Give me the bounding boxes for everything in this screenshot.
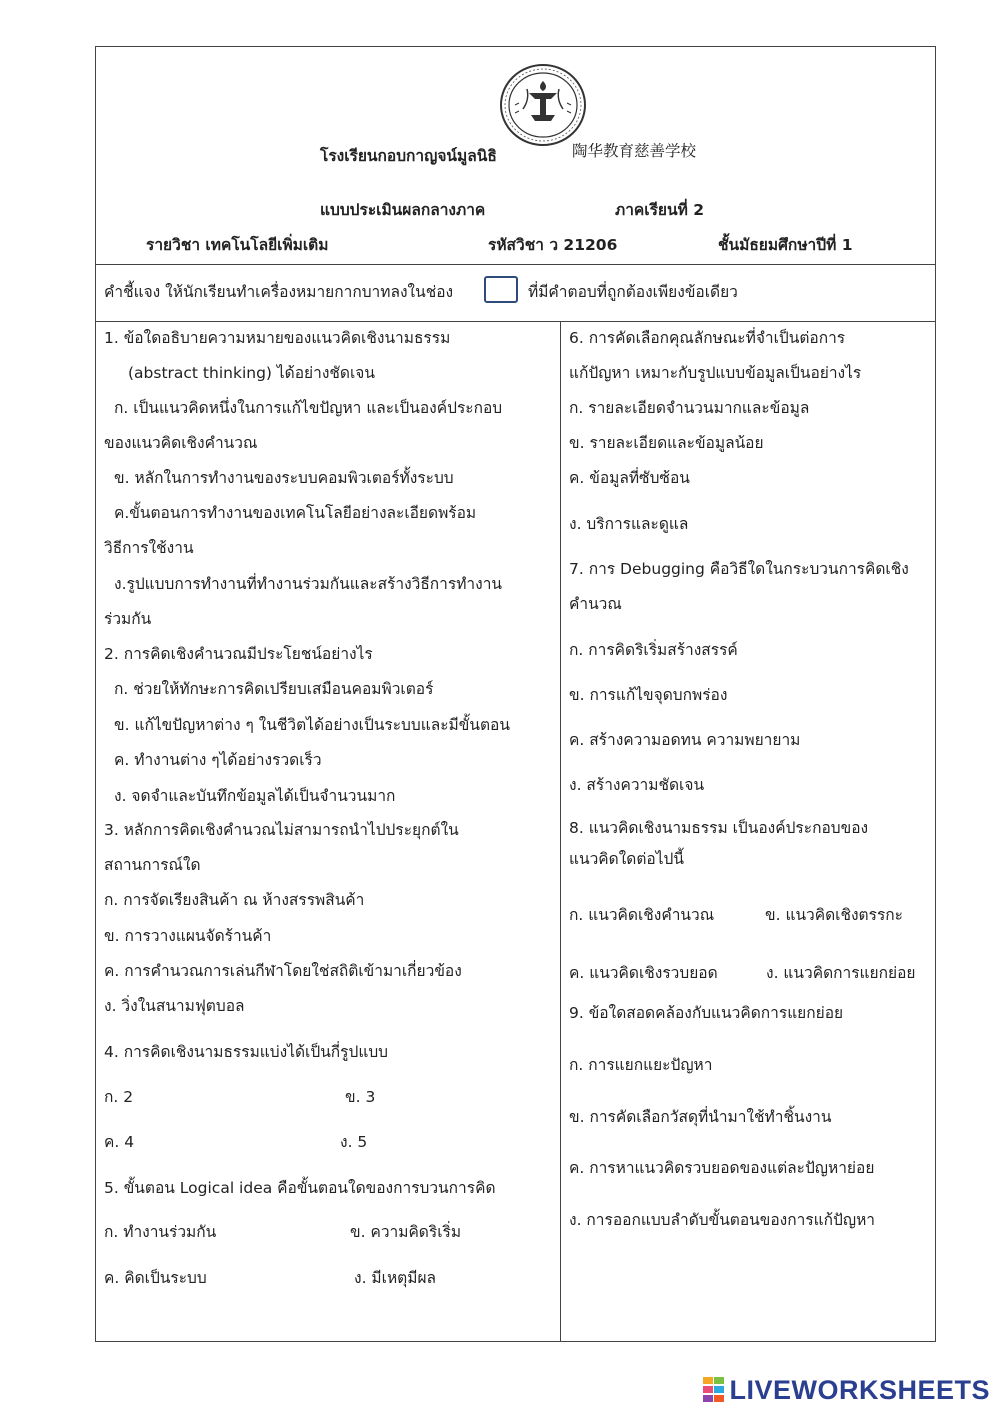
subject-code: รหัสวิชา ว 21206 xyxy=(488,236,618,254)
answer-box-sample xyxy=(484,276,518,303)
q2-option-d[interactable]: ง. จดจำและบันทึกข้อมูลได้เป็นจำนวนมาก xyxy=(114,787,396,805)
instructions-divider xyxy=(95,321,936,322)
column-divider xyxy=(560,321,561,1342)
q9-option-d[interactable]: ง. การออกแบบลำดับขั้นตอนของการแก้ปัญหา xyxy=(569,1211,876,1229)
question-8-text-cont: แนวคิดใดต่อไปนี้ xyxy=(569,850,684,868)
question-6-text-cont: แก้ปัญหา เหมาะกับรูปแบบข้อมูลเป็นอย่างไร xyxy=(569,364,862,382)
q4-option-d[interactable]: ง. 5 xyxy=(340,1133,368,1151)
q3-option-b[interactable]: ข. การวางแผนจัดร้านค้า xyxy=(104,927,272,945)
q4-option-b[interactable]: ข. 3 xyxy=(345,1088,376,1106)
q9-option-c[interactable]: ค. การหาแนวคิดรวบยอดของแต่ละปัญหาย่อย xyxy=(569,1159,875,1177)
q6-option-d[interactable]: ง. บริการและดูแล xyxy=(569,515,689,533)
liveworksheets-logo-icon xyxy=(703,1377,725,1403)
q7-option-a[interactable]: ก. การคิดริเริ่มสร้างสรรค์ xyxy=(569,641,738,659)
q8-option-a[interactable]: ก. แนวคิดเชิงคำนวณ xyxy=(569,906,715,924)
question-7-text: 7. การ Debugging คือวิธีใดในกระบวนการคิดเชิง xyxy=(569,560,909,578)
assessment-title: แบบประเมินผลกลางภาค xyxy=(320,201,486,219)
q3-option-a[interactable]: ก. การจัดเรียงสินค้า ณ ห้างสรรพสินค้า xyxy=(104,891,365,909)
q7-option-c[interactable]: ค. สร้างความอดทน ความพยายาม xyxy=(569,731,801,749)
q8-option-c[interactable]: ค. แนวคิดเชิงรวบยอด xyxy=(569,964,718,982)
grade-level: ชั้นมัธยมศึกษาปีที่ 1 xyxy=(718,236,853,254)
question-2-text: 2. การคิดเชิงคำนวณมีประโยชน์อย่างไร xyxy=(104,645,373,663)
q5-option-d[interactable]: ง. มีเหตุมีผล xyxy=(354,1269,437,1287)
liveworksheets-brand xyxy=(703,1374,990,1406)
q8-option-d[interactable]: ง. แนวคิดการแยกย่อย xyxy=(766,964,916,982)
brand-wordmark: LIVEWORKSHEETS xyxy=(729,1374,990,1405)
q1-option-a-cont: ของแนวคิดเชิงคำนวณ xyxy=(104,434,258,452)
q2-option-c[interactable]: ค. ทำงานต่าง ๆได้อย่างรวดเร็ว xyxy=(114,751,322,769)
q4-option-a[interactable]: ก. 2 xyxy=(104,1088,134,1106)
q3-option-d[interactable]: ง. วิ่งในสนามฟุตบอล xyxy=(104,997,245,1015)
q1-option-d[interactable]: ง.รูปแบบการทำงานที่ทำงานร่วมกันและสร้างวิธีการทำงาน xyxy=(114,575,502,593)
q8-option-b[interactable]: ข. แนวคิดเชิงตรรกะ xyxy=(765,906,903,924)
q5-option-c[interactable]: ค. คิดเป็นระบบ xyxy=(104,1269,207,1287)
question-3-text: 3. หลักการคิดเชิงคำนวณไม่สามารถนำไปประยุกต์ใน xyxy=(104,821,459,839)
q1-option-d-cont: ร่วมกัน xyxy=(104,610,152,628)
question-1-text: 1. ข้อใดอธิบายความหมายของแนวคิดเชิงนามธรรม xyxy=(104,329,451,347)
q1-option-a[interactable]: ก. เป็นแนวคิดหนึ่งในการแก้ไขปัญหา และเป็นองค์ประกอบ xyxy=(114,399,503,417)
instructions-text: คำชี้แจง ให้นักเรียนทำเครื่องหมายกากบาทลงในช่อง xyxy=(104,283,454,301)
question-4-text: 4. การคิดเชิงนามธรรมแบ่งได้เป็นกี่รูปแบบ xyxy=(104,1043,389,1061)
q1-option-c[interactable]: ค.ขั้นตอนการทำงานของเทคโนโลยีอย่างละเอียดพร้อม xyxy=(114,504,477,522)
q6-option-b[interactable]: ข. รายละเอียดและข้อมูลน้อย xyxy=(569,434,764,452)
question-1-text-cont: (abstract thinking) ได้อย่างชัดเจน xyxy=(128,364,375,382)
school-name-chinese: 陶华教育慈善学校 xyxy=(572,142,697,160)
q4-option-c[interactable]: ค. 4 xyxy=(104,1133,135,1151)
question-9-text: 9. ข้อใดสอดคล้องกับแนวคิดการแยกย่อย xyxy=(569,1004,844,1022)
question-8-text: 8. แนวคิดเชิงนามธรรม เป็นองค์ประกอบของ xyxy=(569,819,869,837)
q7-option-d[interactable]: ง. สร้างความชัดเจน xyxy=(569,776,705,794)
semester-label: ภาคเรียนที่ 2 xyxy=(615,201,704,219)
school-name-thai: โรงเรียนกอบกาญจน์มูลนิธิ xyxy=(320,147,497,165)
q1-option-c-cont: วิธีการใช้งาน xyxy=(104,539,194,557)
header-divider xyxy=(95,264,936,265)
q6-option-c[interactable]: ค. ข้อมูลที่ซับซ้อน xyxy=(569,469,690,487)
q5-option-b[interactable]: ข. ความคิดริเริ่ม xyxy=(350,1223,462,1241)
subject-label: รายวิชา เทคโนโลยีเพิ่มเติม xyxy=(146,236,329,254)
q7-option-b[interactable]: ข. การแก้ไขจุดบกพร่อง xyxy=(569,686,728,704)
q5-option-a[interactable]: ก. ทำงานร่วมกัน xyxy=(104,1223,217,1241)
instructions-text-end: ที่มีคำตอบที่ถูกต้องเพียงข้อเดียว xyxy=(528,283,738,301)
q1-option-b[interactable]: ข. หลักในการทำงานของระบบคอมพิวเตอร์ทั้งระบบ xyxy=(114,469,454,487)
q2-option-a[interactable]: ก. ช่วยให้ทักษะการคิดเปรียบเสมือนคอมพิวเตอร์ xyxy=(114,680,434,698)
question-7-text-cont: คำนวณ xyxy=(569,595,622,613)
q3-option-c[interactable]: ค. การคำนวณการเล่นกีฬาโดยใช่สถิติเข้ามาเกี่ยวข้อง xyxy=(104,962,462,980)
q9-option-a[interactable]: ก. การแยกแยะปัญหา xyxy=(569,1056,713,1074)
question-3-text-cont: สถานการณ์ใด xyxy=(104,856,201,874)
q2-option-b[interactable]: ข. แก้ไขปัญหาต่าง ๆ ในชีวิตได้อย่างเป็นระบบและมีขั้นตอน xyxy=(114,716,510,734)
school-seal-logo xyxy=(499,63,587,147)
question-5-text: 5. ขั้นตอน Logical idea คือขั้นตอนใดของการบวนการคิด xyxy=(104,1179,496,1197)
question-6-text: 6. การคัดเลือกคุณลักษณะที่จำเป็นต่อการ xyxy=(569,329,846,347)
q9-option-b[interactable]: ข. การคัดเลือกวัสดุที่นำมาใช้ทำชิ้นงาน xyxy=(569,1108,832,1126)
q6-option-a[interactable]: ก. รายละเอียดจำนวนมากและข้อมูล xyxy=(569,399,810,417)
